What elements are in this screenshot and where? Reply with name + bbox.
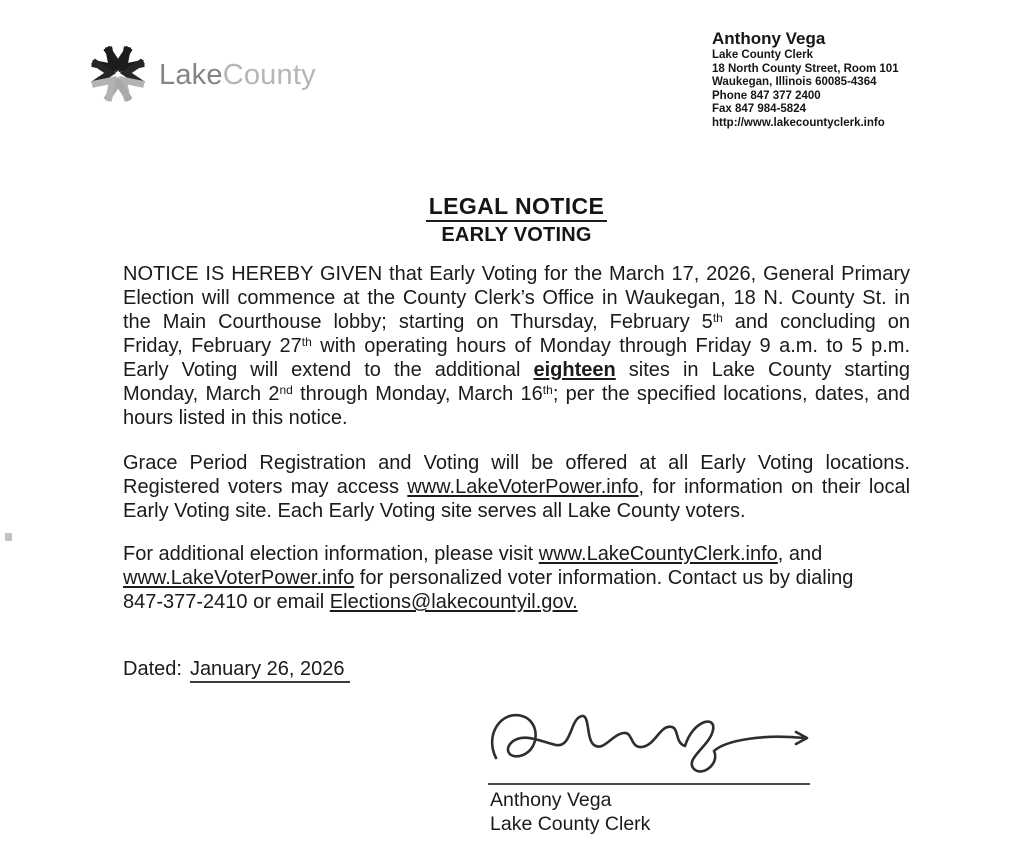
lakecountyclerk-url: www.LakeCountyClerk.info [538,543,778,565]
clerk-website-line: http://www.lakecountyclerk.info [712,116,885,129]
signatory-name: Anthony Vega [490,789,612,811]
scan-artifact [5,533,12,541]
paragraph-grace-period [123,451,910,523]
ordinal-superscript: th [712,311,723,325]
body-text: Monday, March 2 [123,383,280,405]
ordinal-superscript: th [542,383,553,397]
clerk-name: Anthony Vega [712,29,826,48]
body-text: through Monday, March 16 [292,383,543,405]
paragraph-additional-info [123,542,910,614]
notice-body [123,262,910,614]
body-text: for personalized voter information. Contact us by dialing [354,567,854,589]
body-text: Early Voting will extend to the additional [123,359,534,381]
lake-county-logo-icon [89,38,147,104]
body-text: the Main Courthouse lobby; starting on Thursday, February 5 [123,311,713,333]
body-line: NOTICE IS HEREBY GIVEN that Early Voting for the March 17, 2026, General Primary [123,263,910,285]
body-text: ; per the specified locations, dates, and [552,383,910,405]
dated-label: Dated: [123,658,182,680]
clerk-contact-block [712,29,899,131]
lakevoterpower-url: www.LakeVoterPower.info [407,476,639,498]
clerk-phone-line: Phone 847 377 2400 [712,89,821,102]
body-text: Friday, February 27 [123,335,302,357]
dated-value: January 26, 2026 [190,658,350,683]
notice-title-block [123,193,910,247]
signature-block [490,789,650,836]
body-line [123,382,910,406]
body-line: Grace Period Registration and Voting will be offered at all Early Voting locations. [123,452,910,474]
body-line [123,542,910,566]
body-line [123,334,910,358]
body-text: Registered voters may access [123,476,408,498]
elections-email: Elections@lakecountyil.gov. [329,591,578,613]
body-text: , and [777,543,823,565]
clerk-address-line: 18 North County Street, Room 101 [712,62,899,75]
emphasis-eighteen: eighteen [533,359,616,381]
body-line [123,358,910,382]
body-line: Election will commence at the County Clerk’s Office in Waukegan, 18 N. County St. in [123,287,910,309]
body-text: sites in Lake County starting [615,359,911,381]
signature-line [488,783,810,785]
signature-scrawl [482,706,822,784]
body-line [123,475,910,499]
signatory-role: Lake County Clerk [490,812,651,835]
body-text: and concluding on [722,311,910,333]
body-line: Early Voting site. Each Early Voting site serves all Lake County voters. [123,500,746,522]
body-text: with operating hours of Monday through Friday 9 a.m. to 5 p.m. [311,335,911,357]
logo-word-county: County [222,59,316,91]
dated-line [123,656,350,682]
body-text: , for information on their local [638,476,911,498]
body-line [123,590,910,614]
paragraph-early-voting-notice [123,262,910,430]
clerk-title-line: Lake County Clerk [712,49,813,61]
ordinal-superscript: th [301,335,312,349]
body-line: hours listed in this notice. [123,407,348,429]
clerk-fax-line: Fax 847 984-5824 [712,103,806,116]
lake-county-logo-wordmark [159,58,316,92]
logo-word-lake: Lake [159,59,223,91]
lakevoterpower-url: www.LakeVoterPower.info [123,567,355,589]
clerk-city-line: Waukegan, Illinois 60085-4364 [712,76,877,89]
notice-title: LEGAL NOTICE [426,193,608,222]
body-text: For additional election information, please visit [123,543,539,565]
notice-subtitle: EARLY VOTING [441,224,592,246]
body-line [123,310,910,334]
body-line [123,566,910,590]
body-text: 847-377-2410 or email [123,591,330,613]
ordinal-superscript: nd [279,383,293,397]
